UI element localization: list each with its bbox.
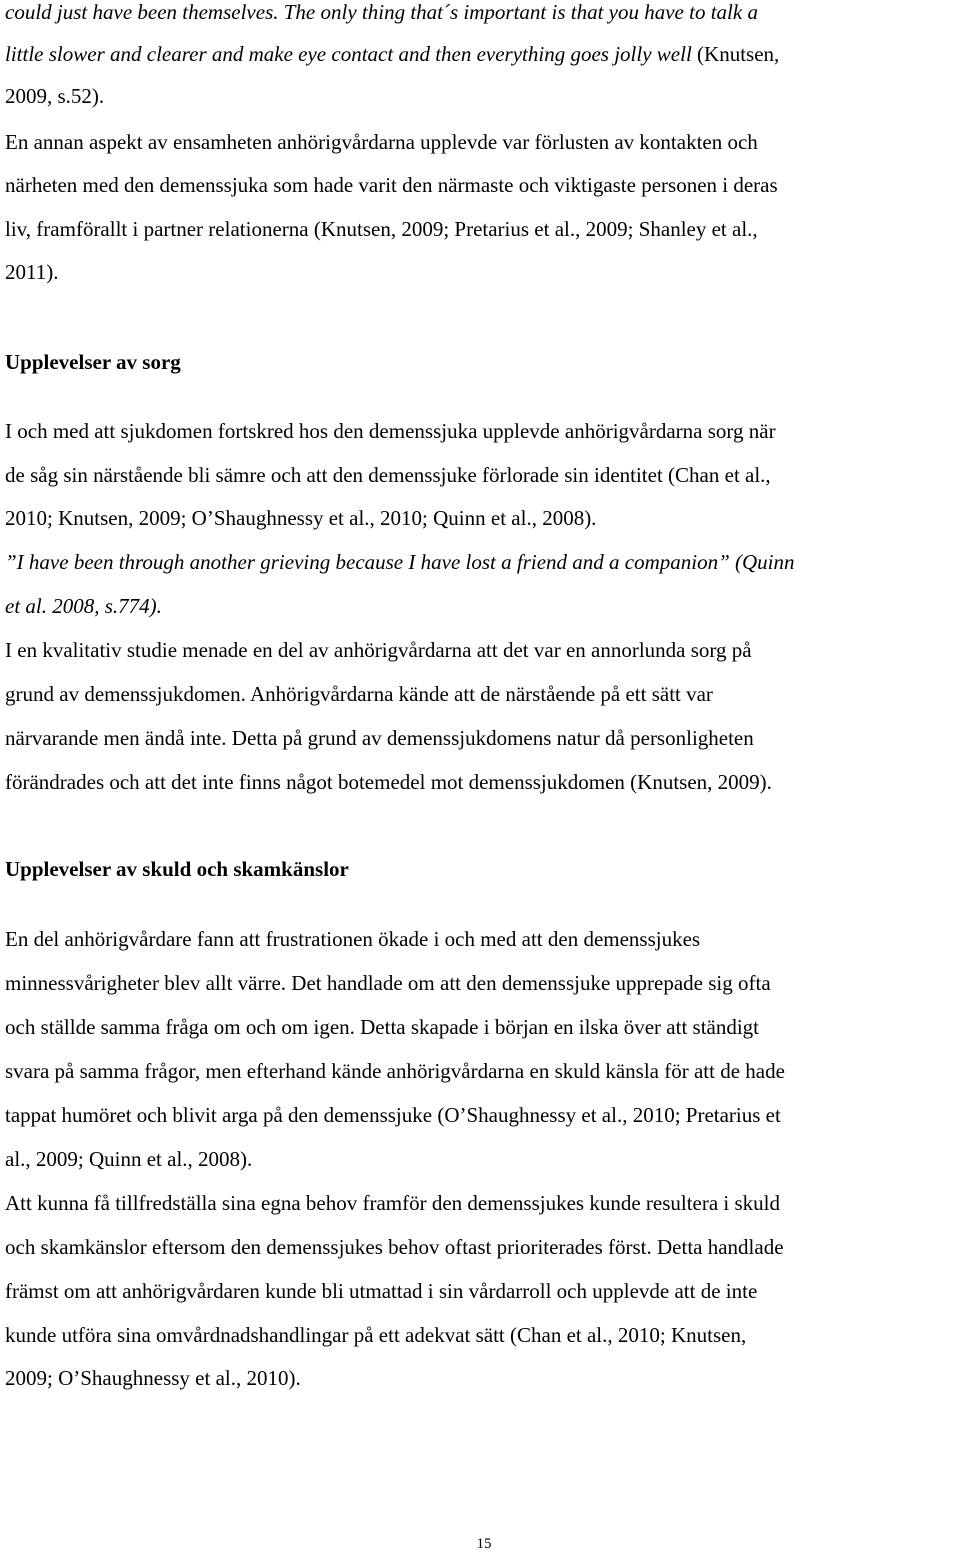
text-line: förändrades och att det inte finns något botemedel mot demenssjukdomen (Knutsen, 2009). — [5, 770, 772, 794]
text-line: grund av demenssjukdomen. Anhörigvårdarna kände att de närstående på ett sätt var — [5, 682, 713, 706]
text-line: al., 2009; Quinn et al., 2008). — [5, 1147, 253, 1171]
text-line: could just have been themselves. The only thing that´s important is that you have to talk a — [5, 0, 758, 24]
text-line: och skamkänslor eftersom den demenssjukes behov oftast prioriterades först. Detta handlade — [5, 1235, 784, 1259]
page-number: 15 — [476, 1536, 492, 1552]
section-heading: Upplevelser av sorg — [5, 350, 181, 374]
text-line: I och med att sjukdomen fortskred hos den demenssjuka upplevde anhörigvårdarna sorg när — [5, 419, 776, 443]
text-line: En del anhörigvårdare fann att frustrationen ökade i och med att den demenssjukes — [5, 927, 701, 951]
text-line: tappat humöret och blivit arga på den demenssjuke (O’Shaughnessy et al., 2010; Pretarius et — [5, 1103, 781, 1127]
text-line: En annan aspekt av ensamheten anhörigvårdarna upplevde var förlusten av kontakten och — [5, 130, 758, 154]
text-line: liv, framförallt i partner relationerna (Knutsen, 2009; Pretarius et al., 2009; Shanley et al., — [5, 217, 758, 241]
citation: (Knutsen, — [691, 42, 780, 66]
text-line: ”I have been through another grieving because I have lost a friend and a companion” (Quinn — [5, 550, 795, 574]
text-line: minnessvårigheter blev allt värre. Det handlade om att den demenssjuke upprepade sig ofta — [5, 971, 771, 995]
text-line: kunde utföra sina omvårdnadshandlingar på ett adekvat sätt (Chan et al., 2010; Knutsen, — [5, 1323, 747, 1347]
text-line: främst om att anhörigvårdaren kunde bli utmattad i sin vårdarroll och upplevde att de inte — [5, 1279, 758, 1303]
text-line: närvarande men ändå inte. Detta på grund av demenssjukdomens natur då personligheten — [5, 726, 754, 750]
text-line: 2009, s.52). — [5, 84, 105, 108]
text-line: svara på samma frågor, men efterhand kände anhörigvårdarna en skuld känsla för att de hade — [5, 1059, 785, 1083]
quote-text: little slower and clearer and make eye contact and then everything goes jolly well — [5, 42, 692, 66]
text-line: et al. 2008, s.774). — [5, 594, 162, 618]
text-line — [5, 40, 779, 68]
text-line: och ställde samma fråga om och om igen. Detta skapade i början en ilska över att ständigt — [5, 1015, 760, 1039]
text-line: Att kunna få tillfredställa sina egna behov framför den demenssjukes kunde resultera i skuld — [5, 1191, 781, 1215]
text-line: närheten med den demenssjuka som hade varit den närmaste och viktigaste personen i deras — [5, 173, 778, 197]
text-line: de såg sin närstående bli sämre och att den demenssjuke förlorade sin identitet (Chan et al., — [5, 463, 771, 487]
text-line: 2011). — [5, 260, 59, 284]
text-line: 2010; Knutsen, 2009; O’Shaughnessy et al., 2010; Quinn et al., 2008). — [5, 506, 597, 530]
text-line: I en kvalitativ studie menade en del av anhörigvårdarna att det var en annorlunda sorg på — [5, 638, 752, 662]
section-heading: Upplevelser av skuld och skamkänslor — [5, 857, 349, 881]
text-line: 2009; O’Shaughnessy et al., 2010). — [5, 1366, 301, 1390]
